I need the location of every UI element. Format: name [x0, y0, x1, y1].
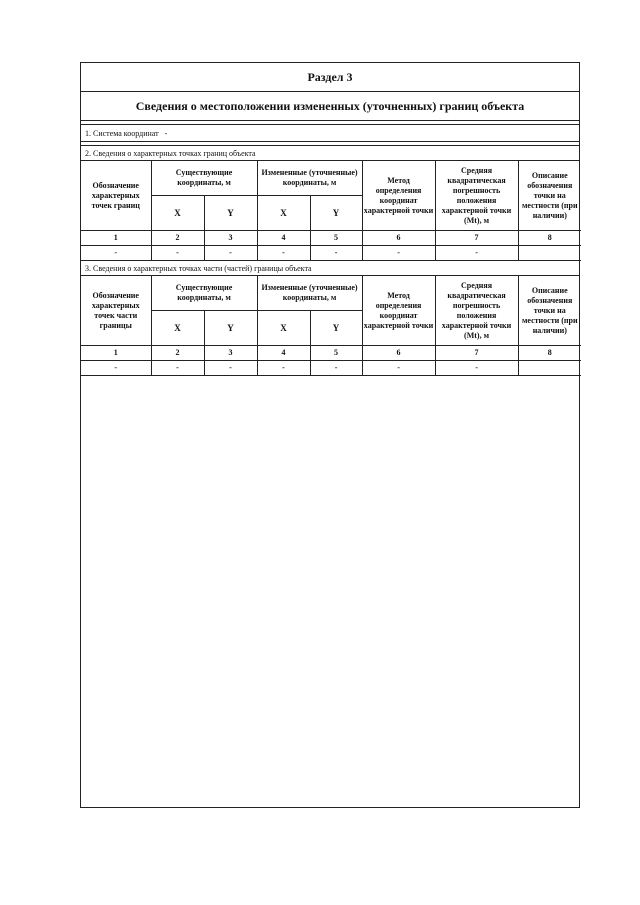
table-cell: - — [81, 361, 151, 376]
axis-y-changed: Y — [310, 196, 362, 231]
column-number: 5 — [310, 346, 362, 361]
table-cell: - — [310, 361, 362, 376]
col-existing-coords: Существующие координаты, м — [151, 161, 257, 196]
column-number: 3 — [204, 346, 257, 361]
column-number: 2 — [151, 346, 204, 361]
table-row — [81, 361, 581, 376]
axis-x-changed: X — [257, 311, 310, 346]
section-subtitle: Сведения о местоположении измененных (уточненных) границ объекта — [81, 92, 579, 121]
coordinate-system-row — [81, 125, 579, 142]
col-changed-coords: Измененные (уточненные) координаты, м — [257, 276, 362, 311]
table-cell: - — [257, 361, 310, 376]
col-error: Средняя квадратическая погрешность положения характерной точки (Mt), м — [435, 161, 518, 231]
col-error: Средняя квадратическая погрешность положения характерной точки (Mt), м — [435, 276, 518, 346]
axis-y-existing: Y — [204, 311, 257, 346]
table-cell: - — [204, 361, 257, 376]
axis-x-existing: X — [151, 196, 204, 231]
section3-table — [81, 276, 581, 376]
table-cell: - — [257, 246, 310, 261]
column-number: 8 — [518, 231, 581, 246]
table-cell: - — [362, 361, 435, 376]
axis-y-existing: Y — [204, 196, 257, 231]
table-cell: - — [310, 246, 362, 261]
coordinate-system-label: 1. Система координат — [85, 128, 159, 138]
table-cell — [518, 246, 581, 261]
coordinate-system-value: - — [164, 128, 168, 138]
col-method: Метод определения координат характерной точки — [362, 161, 435, 231]
column-number: 7 — [435, 231, 518, 246]
column-number-row — [81, 231, 581, 246]
column-number: 4 — [257, 231, 310, 246]
col-description: Описание обозначения точки на местности (при наличии) — [518, 161, 581, 231]
column-number: 2 — [151, 231, 204, 246]
col-designation: Обозначение характерных точек границ — [81, 161, 151, 231]
col-existing-coords: Существующие координаты, м — [151, 276, 257, 311]
column-number: 6 — [362, 231, 435, 246]
column-number: 5 — [310, 231, 362, 246]
col-method: Метод определения координат характерной точки — [362, 276, 435, 346]
table-cell: - — [362, 246, 435, 261]
col-designation: Обозначение характерных точек части границы — [81, 276, 151, 346]
section-title: Раздел 3 — [81, 63, 579, 92]
column-number: 6 — [362, 346, 435, 361]
document-frame — [80, 62, 580, 808]
table-row — [81, 246, 581, 261]
column-number: 7 — [435, 346, 518, 361]
table-cell: - — [151, 361, 204, 376]
column-number: 8 — [518, 346, 581, 361]
section3-heading: 3. Сведения о характерных точках части (частей) границы объекта — [81, 261, 579, 276]
section2-heading: 2. Сведения о характерных точках границ объекта — [81, 146, 579, 161]
section2-table — [81, 161, 581, 261]
col-changed-coords: Измененные (уточненные) координаты, м — [257, 161, 362, 196]
table-cell: - — [435, 361, 518, 376]
col-description: Описание обозначения точки на местности (при наличии) — [518, 276, 581, 346]
axis-x-existing: X — [151, 311, 204, 346]
axis-y-changed: Y — [310, 311, 362, 346]
column-number: 4 — [257, 346, 310, 361]
table-cell: - — [204, 246, 257, 261]
table-cell: - — [435, 246, 518, 261]
column-number: 3 — [204, 231, 257, 246]
table-cell — [518, 361, 581, 376]
axis-x-changed: X — [257, 196, 310, 231]
table-cell: - — [81, 246, 151, 261]
column-number-row — [81, 346, 581, 361]
column-number: 1 — [81, 231, 151, 246]
column-number: 1 — [81, 346, 151, 361]
table-cell: - — [151, 246, 204, 261]
